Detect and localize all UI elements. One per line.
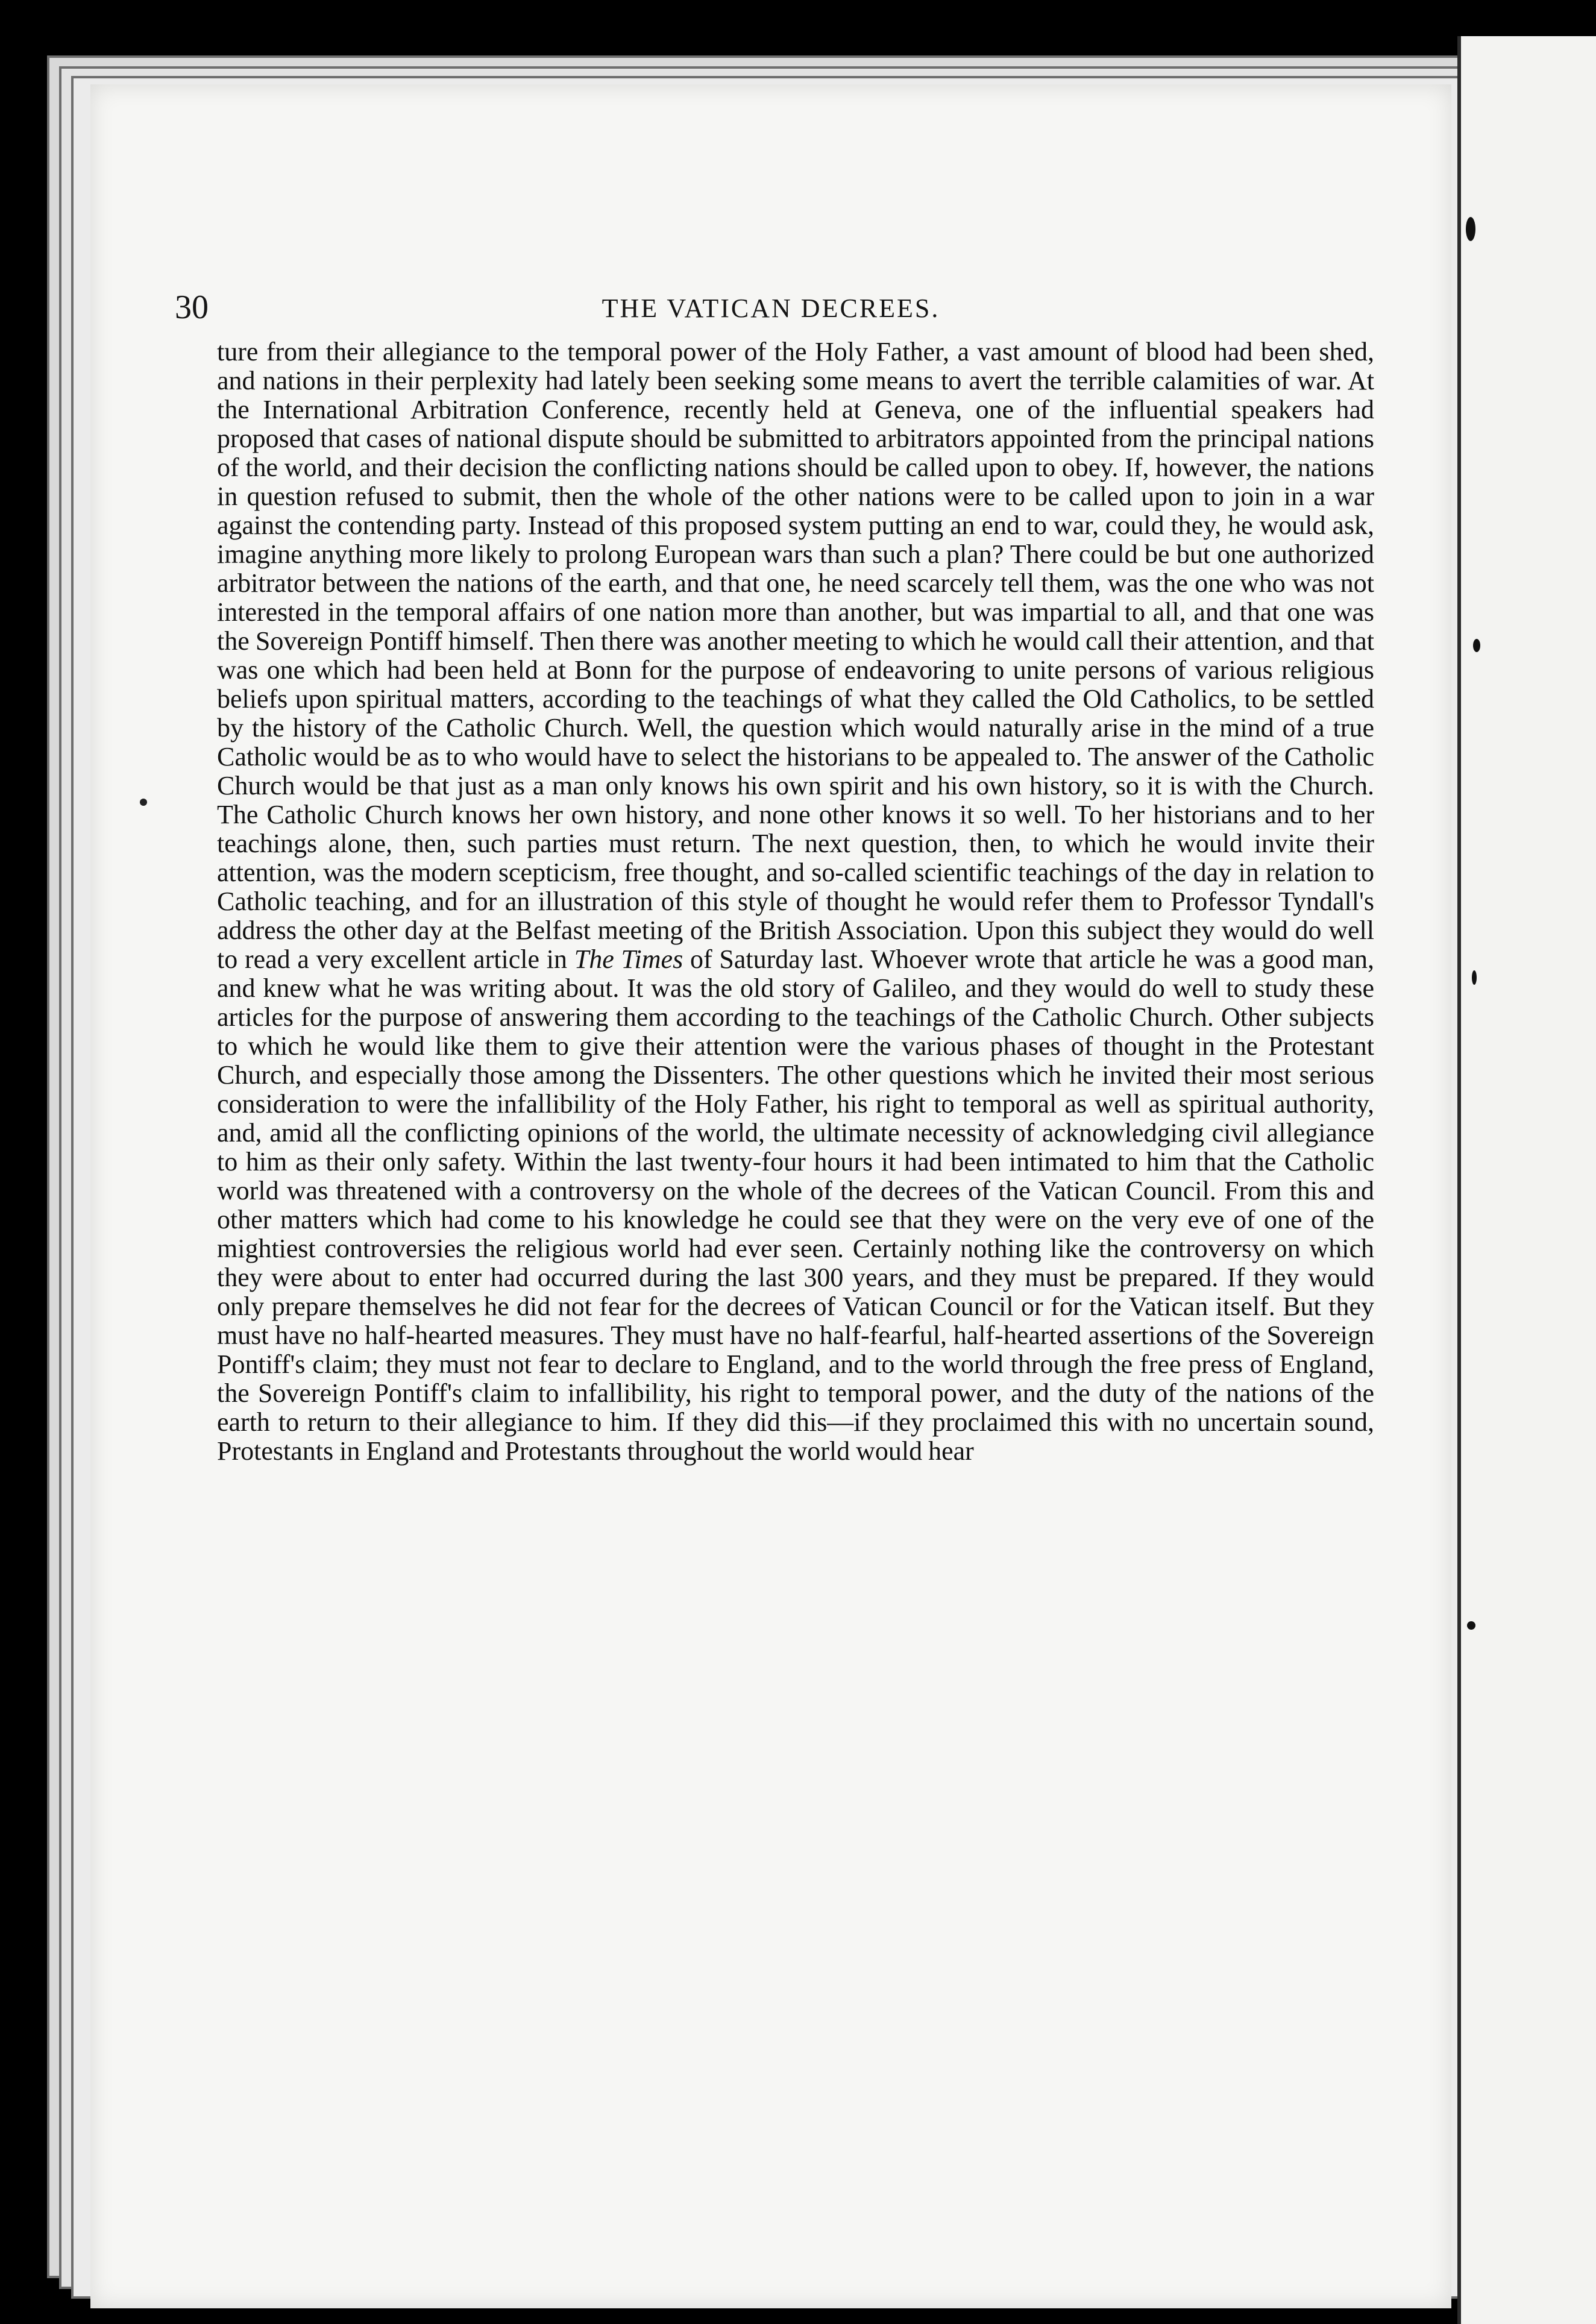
running-head-title: THE VATICAN DECREES. — [602, 294, 940, 323]
ink-speck — [1473, 639, 1480, 652]
ink-speck — [1467, 1621, 1475, 1630]
ink-speck — [1472, 970, 1477, 985]
body-paragraph — [217, 338, 1374, 1466]
facing-page-edge — [1457, 36, 1596, 2324]
ink-speck — [1466, 217, 1475, 241]
body-text-part-1: ture from their allegiance to the temporal power of the Holy Father, a vast amount of blood had been shed, and nations in their perplexity had lately been seeking some means to avert the terrible calamities of war. At the International Arbitration Conference, recently held at Geneva, one of the influential speakers had proposed that cases of national dispute should be submitted to arbitrators appointed from the principal nations of the world, and their decision the conflicting nations should be called upon to obey. If, however, the nations in question refused to submit, then the whole of the other nations were to be called upon to join in a war against the contending party. Instead of this proposed system putting an end to war, could they, he would ask, imagine anything more likely to prolong European wars than such a plan? There could be but one authorized arbitrator between the nations of the earth, and that one, he need scarcely tell them, was the one who was not interested in the temporal affairs of one nation more than another, but was impartial to all, and that one was the Sovereign Pontiff himself. Then there was another meeting to which he would call their attention, and that was one which had been held at Bonn for the purpose of endeavoring to unite persons of various religious beliefs upon spiritual matters, according to the teachings of what they called the Old Catholics, to be settled by the history of the Catholic Church. Well, the question which would naturally arise in the mind of a true Catholic would be as to who would have to select the historians to be appealed to. The answer of the Catholic Church would be that just as a man only knows his own spirit and his own history, so it is with the Church. The Catholic Church knows her own history, and none other knows it so well. To her historians and to her teachings alone, then, such parties must return. The next question, then, to which he would invite their attention, was the modern scepticism, free thought, and so-called scientific teachings of the day in relation to Catholic teaching, and for an illustration of this style of thought he would refer them to Professor Tyndall's address the other day at the Belfast meeting of the British Association. Upon this subject they would do well to read a very excellent article in — [217, 337, 1374, 974]
running-header — [90, 289, 1451, 325]
page-number: 30 — [175, 289, 209, 326]
book-page — [90, 84, 1451, 2308]
body-text-part-2: of Saturday last. Whoever wrote that article he was a good man, and knew what he was writing about. It was the old story of Galileo, and they would do well to study these articles for the purpose of answering them according to the teachings of the Catholic Church. Other subjects to which he would like them to give their attention were the various phases of thought in the Protestant Church, and especially those among the Dissenters. The other questions which he invited their most serious consideration to were the infallibility of the Holy Father, his right to temporal as well as spiritual authority, and, amid all the conflicting opinions of the world, the ultimate necessity of acknowledging civil allegiance to him as their only safety. Within the last twenty-four hours it had been intimated to him that the Catholic world was threatened with a controversy on the whole of the decrees of the Vatican Council. From this and other matters which had come to his knowledge he could see that they were on the very eve of one of the mightiest controversies the religious world had ever seen. Certainly nothing like the controversy on which they were about to enter had occurred during the last 300 years, and they must be prepared. If they would only prepare themselves he did not fear for the decrees of Vatican Council or for the Vatican itself. But they must have no half-hearted measures. They must have no half-fearful, half-hearted assertions of the Sovereign Pontiff's claim; they must not fear to declare to England, and to the world through the free press of England, the Sovereign Pontiff's claim to infallibility, his right to temporal power, and the duty of the nations of the earth to return to their allegiance to him. If they did this—if they proclaimed this with no uncertain sound, Protestants in England and Protestants throughout the world would hear — [217, 944, 1375, 1466]
newspaper-title: The Times — [574, 944, 683, 974]
margin-speck — [140, 799, 147, 806]
